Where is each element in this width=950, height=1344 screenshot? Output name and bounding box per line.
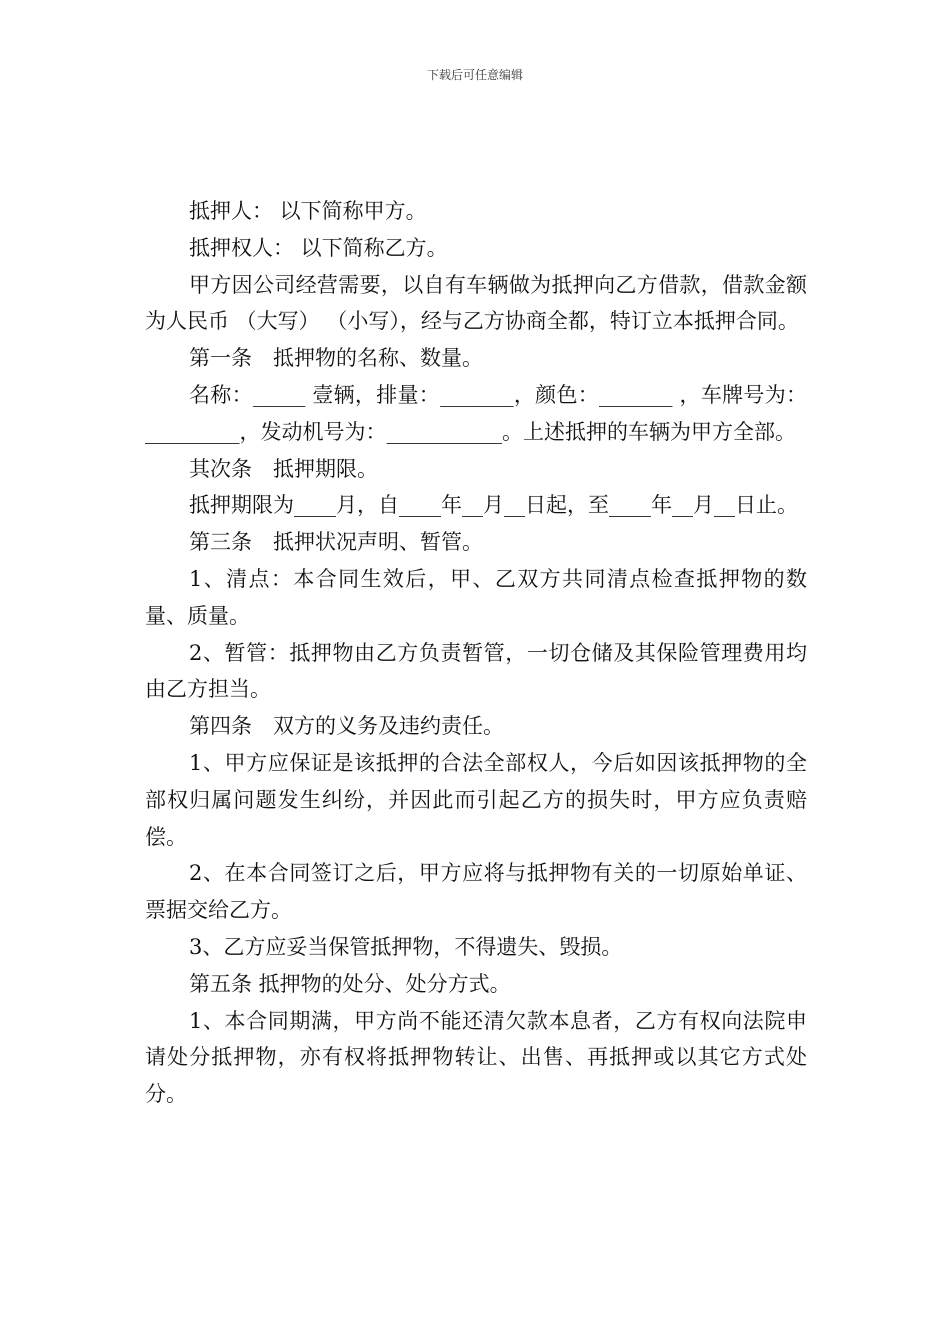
paragraph-mortgagor: 抵押人： 以下简称甲方。 [189,199,427,223]
article-4-heading: 第四条 双方的义务及违约责任。 [189,714,504,739]
article-3-heading: 第三条 抵押状况声明、暂管。 [189,530,483,555]
article-2-body: 抵押期限为____月，自____年__月__日起，至____年__月__日止。 [189,493,798,518]
article-4-item-1: 1、甲方应保证是该抵押的合法全部权人，今后如因该抵押物的全部权归属问题发生纠纷，并因此而引起乙方的损失时，甲方应负责赔偿。 [145,750,807,849]
article-1-heading: 第一条 抵押物的名称、数量。 [189,346,483,371]
article-2-heading: 其次条 抵押期限。 [189,456,378,481]
article-3-item-2: 2、暂管：抵押物由乙方负责暂管，一切仓储及其保险管理费用均由乙方担当。 [145,640,807,702]
paragraph-mortgagee: 抵押权人： 以下简称乙方。 [189,235,448,260]
contract-body [145,193,807,1113]
article-4-item-3: 3、乙方应妥当保管抵押物，不得遗失、毁损。 [189,934,623,959]
article-1-body: 名称：_____ 壹辆，排量：_______，颜色：_______ ，车牌号为：_________，发动机号为：___________。上述抵押的车辆为甲方全部。 [145,382,807,444]
paragraph-intro: 甲方因公司经营需要，以自有车辆做为抵押向乙方借款，借款金额为人民币 （大写） （小写），经与乙方协商全都，特订立本抵押合同。 [145,272,807,334]
page-header: 下载后可任意编辑 [426,68,523,82]
article-5-heading: 第五条 抵押物的处分、处分方式。 [189,971,511,996]
article-3-item-1: 1、清点：本合同生效后，甲、乙双方共同清点检查抵押物的数量、质量。 [145,566,807,628]
article-5-item-1: 1、本合同期满，甲方尚不能还清欠款本息者，乙方有权向法院申请处分抵押物，亦有权将抵押物转让、出售、再抵押或以其它方式处分。 [145,1008,807,1107]
article-4-item-2: 2、在本合同签订之后，甲方应将与抵押物有关的一切原始单证、票据交给乙方。 [145,861,807,923]
